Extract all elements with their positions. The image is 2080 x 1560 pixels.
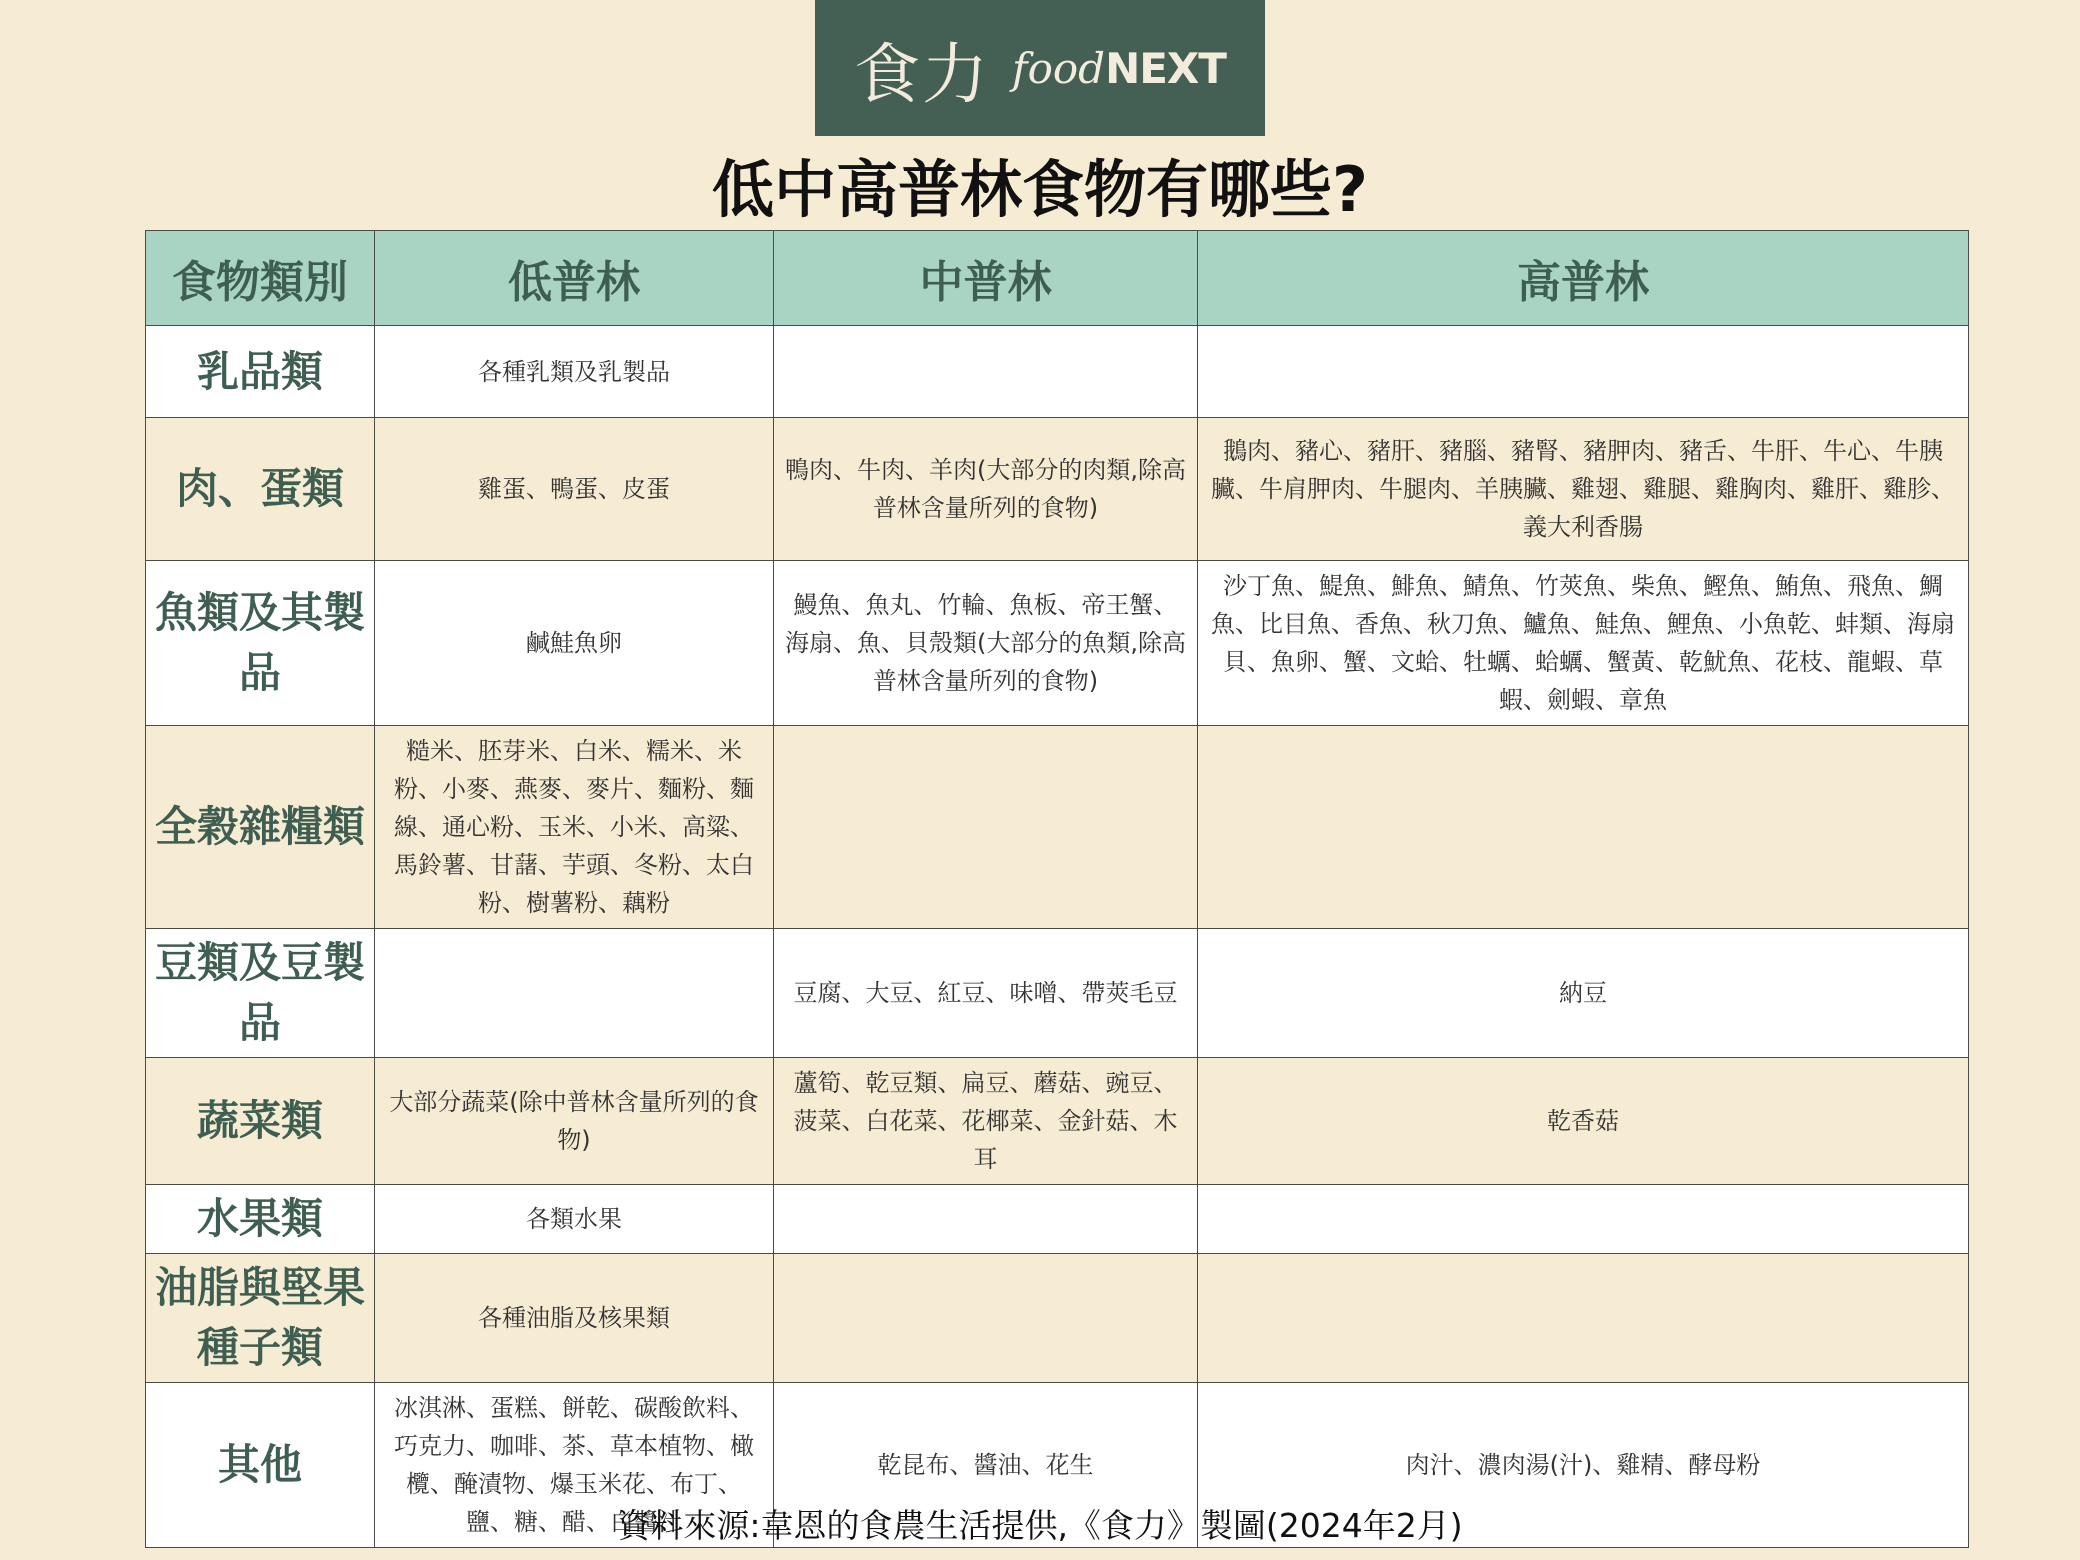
foodnext-logo bbox=[815, 0, 1265, 136]
mid-purine-cell: 蘆筍、乾豆類、扁豆、蘑菇、豌豆、菠菜、白花菜、花椰菜、金針菇、木耳 bbox=[774, 1058, 1198, 1185]
category-cell: 全穀雜糧類 bbox=[146, 726, 375, 929]
mid-purine-cell bbox=[774, 1185, 1198, 1254]
logo-en-suffix: NEXT bbox=[1105, 43, 1226, 93]
table-row bbox=[146, 929, 1969, 1058]
category-cell: 油脂與堅果種子類 bbox=[146, 1254, 375, 1383]
table-row bbox=[146, 726, 1969, 929]
low-purine-cell: 各種油脂及核果類 bbox=[375, 1254, 774, 1383]
page-title: 低中高普林食物有哪些? bbox=[712, 153, 1368, 226]
low-purine-cell: 冰淇淋、蛋糕、餅乾、碳酸飲料、巧克力、咖啡、茶、草本植物、橄欖、醃漬物、爆玉米花、布丁、鹽、糖、醋、白醬汁 bbox=[375, 1383, 774, 1548]
table-row bbox=[146, 418, 1969, 561]
mid-purine-cell: 乾昆布、醬油、花生 bbox=[774, 1383, 1198, 1548]
table-row bbox=[146, 1254, 1969, 1383]
header-high-purine: 高普林 bbox=[1198, 231, 1969, 326]
low-purine-cell bbox=[375, 929, 774, 1058]
high-purine-cell: 沙丁魚、鯷魚、鯡魚、鯖魚、竹莢魚、柴魚、鰹魚、鮪魚、飛魚、鯛魚、比目魚、香魚、秋刀魚、鱸魚、鮭魚、鯉魚、小魚乾、蚌類、海扇貝、魚卵、蟹、文蛤、牡蠣、蛤蠣、蟹黃、乾魷魚、花枝、龍蝦、草蝦、劍蝦、章魚 bbox=[1198, 561, 1969, 726]
low-purine-cell: 糙米、胚芽米、白米、糯米、米粉、小麥、燕麥、麥片、麵粉、麵線、通心粉、玉米、小米、高粱、馬鈴薯、甘藷、芋頭、冬粉、太白粉、樹薯粉、藕粉 bbox=[375, 726, 774, 929]
high-purine-cell: 肉汁、濃肉湯(汁)、雞精、酵母粉 bbox=[1198, 1383, 1969, 1548]
source-credit: 資料來源:韋恩的食農生活提供,《食力》製圖(2024年2月) bbox=[617, 1506, 1463, 1545]
high-purine-cell bbox=[1198, 326, 1969, 418]
mid-purine-cell bbox=[774, 1254, 1198, 1383]
category-cell: 豆類及豆製品 bbox=[146, 929, 375, 1058]
category-cell: 魚類及其製品 bbox=[146, 561, 375, 726]
mid-purine-cell bbox=[774, 326, 1198, 418]
high-purine-cell: 鵝肉、豬心、豬肝、豬腦、豬腎、豬胛肉、豬舌、牛肝、牛心、牛胰臟、牛肩胛肉、牛腿肉、羊胰臟、雞翅、雞腿、雞胸肉、雞肝、雞胗、義大利香腸 bbox=[1198, 418, 1969, 561]
table-row bbox=[146, 1058, 1969, 1185]
high-purine-cell bbox=[1198, 726, 1969, 929]
category-cell: 乳品類 bbox=[146, 326, 375, 418]
high-purine-cell: 乾香菇 bbox=[1198, 1058, 1969, 1185]
high-purine-cell bbox=[1198, 1185, 1969, 1254]
header-mid-purine: 中普林 bbox=[774, 231, 1198, 326]
table-row bbox=[146, 326, 1969, 418]
category-cell: 蔬菜類 bbox=[146, 1058, 375, 1185]
category-cell: 肉、蛋類 bbox=[146, 418, 375, 561]
mid-purine-cell: 鴨肉、牛肉、羊肉(大部分的肉類,除高普林含量所列的食物) bbox=[774, 418, 1198, 561]
purine-table bbox=[145, 230, 1969, 1548]
logo-en-text bbox=[1012, 44, 1226, 93]
logo-en-prefix: food bbox=[1012, 43, 1106, 93]
table-row bbox=[146, 561, 1969, 726]
low-purine-cell: 各類水果 bbox=[375, 1185, 774, 1254]
low-purine-cell: 雞蛋、鴨蛋、皮蛋 bbox=[375, 418, 774, 561]
high-purine-cell bbox=[1198, 1254, 1969, 1383]
header-low-purine: 低普林 bbox=[375, 231, 774, 326]
category-cell: 其他 bbox=[146, 1383, 375, 1548]
mid-purine-cell bbox=[774, 726, 1198, 929]
table-row bbox=[146, 1185, 1969, 1254]
table-header-row bbox=[146, 231, 1969, 326]
mid-purine-cell: 鰻魚、魚丸、竹輪、魚板、帝王蟹、海扇、魚、貝殼類(大部分的魚類,除高普林含量所列的食物) bbox=[774, 561, 1198, 726]
logo-cn-text: 食力 bbox=[854, 35, 991, 113]
low-purine-cell: 各種乳類及乳製品 bbox=[375, 326, 774, 418]
low-purine-cell: 大部分蔬菜(除中普林含量所列的食物) bbox=[375, 1058, 774, 1185]
category-cell: 水果類 bbox=[146, 1185, 375, 1254]
low-purine-cell: 鹹鮭魚卵 bbox=[375, 561, 774, 726]
mid-purine-cell: 豆腐、大豆、紅豆、味噌、帶莢毛豆 bbox=[774, 929, 1198, 1058]
header-category: 食物類別 bbox=[146, 231, 375, 326]
high-purine-cell: 納豆 bbox=[1198, 929, 1969, 1058]
